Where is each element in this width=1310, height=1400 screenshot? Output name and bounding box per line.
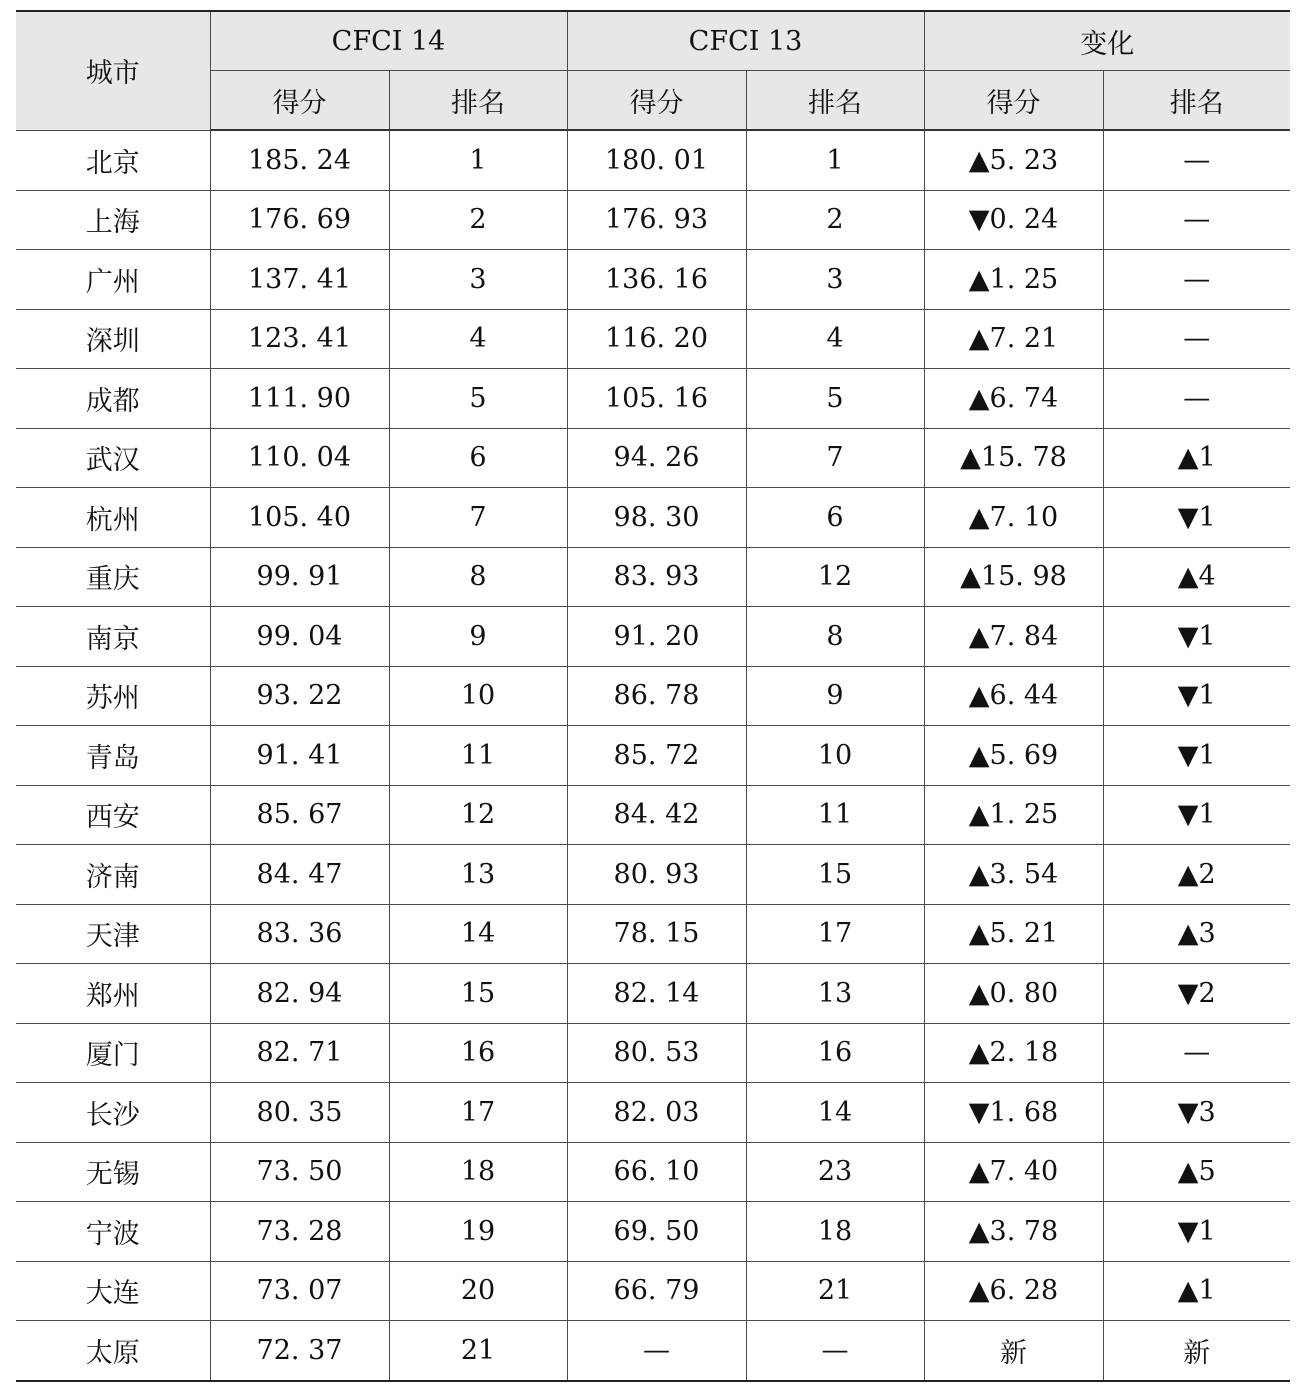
cell-cfci14-score: 111. 90 — [210, 369, 389, 429]
cell-cfci13-rank: 21 — [746, 1261, 924, 1321]
cell-change-rank: — — [1103, 250, 1290, 310]
cell-cfci14-rank: 13 — [389, 845, 567, 905]
cell-cfci14-rank: 4 — [389, 309, 567, 369]
cell-city: 深圳 — [16, 309, 210, 369]
cell-change-score: ▼0. 24 — [924, 190, 1103, 250]
cell-cfci14-score: 73. 07 — [210, 1261, 389, 1321]
cell-cfci13-score: 66. 79 — [567, 1261, 746, 1321]
cell-cfci14-score: 85. 67 — [210, 785, 389, 845]
cell-city: 青岛 — [16, 726, 210, 786]
table-row — [16, 726, 1290, 786]
table-row — [16, 488, 1290, 548]
table-row — [16, 547, 1290, 607]
table-row — [16, 190, 1290, 250]
cell-cfci13-score: 105. 16 — [567, 369, 746, 429]
cell-change-rank: — — [1103, 1023, 1290, 1083]
header-cfci13-score: 得分 — [567, 71, 746, 131]
cell-cfci14-score: 137. 41 — [210, 250, 389, 310]
cell-cfci14-rank: 8 — [389, 547, 567, 607]
cell-change-rank: ▼1 — [1103, 726, 1290, 786]
cell-cfci14-score: 176. 69 — [210, 190, 389, 250]
cell-cfci14-score: 105. 40 — [210, 488, 389, 548]
table-header — [16, 11, 1290, 130]
cell-cfci14-rank: 1 — [389, 130, 567, 190]
cell-cfci13-rank: 15 — [746, 845, 924, 905]
header-change-rank: 排名 — [1103, 71, 1290, 131]
cell-cfci13-rank: 5 — [746, 369, 924, 429]
cell-cfci14-score: 123. 41 — [210, 309, 389, 369]
cell-cfci14-rank: 6 — [389, 428, 567, 488]
cell-change-rank: ▼3 — [1103, 1083, 1290, 1143]
header-change: 变化 — [924, 11, 1290, 71]
cell-cfci14-score: 82. 71 — [210, 1023, 389, 1083]
cell-cfci14-score: 91. 41 — [210, 726, 389, 786]
cell-cfci13-rank: 7 — [746, 428, 924, 488]
cell-cfci14-score: 185. 24 — [210, 130, 389, 190]
cell-city: 上海 — [16, 190, 210, 250]
table-row — [16, 666, 1290, 726]
cell-cfci13-rank: 6 — [746, 488, 924, 548]
cell-change-rank: ▼1 — [1103, 666, 1290, 726]
cell-city: 济南 — [16, 845, 210, 905]
header-row-groups — [16, 11, 1290, 71]
cell-change-rank: ▲4 — [1103, 547, 1290, 607]
cell-change-score: ▲1. 25 — [924, 785, 1103, 845]
cell-change-rank: ▲1 — [1103, 428, 1290, 488]
cell-city: 杭州 — [16, 488, 210, 548]
cell-city: 无锡 — [16, 1142, 210, 1202]
table-row — [16, 1321, 1290, 1381]
cell-city: 武汉 — [16, 428, 210, 488]
cell-cfci14-score: 99. 91 — [210, 547, 389, 607]
cell-cfci14-score: 73. 28 — [210, 1202, 389, 1262]
cell-city: 郑州 — [16, 964, 210, 1024]
cell-change-rank: ▲5 — [1103, 1142, 1290, 1202]
cell-cfci13-rank: 18 — [746, 1202, 924, 1262]
cell-city: 长沙 — [16, 1083, 210, 1143]
header-city: 城市 — [16, 11, 210, 130]
cell-cfci13-score: 136. 16 — [567, 250, 746, 310]
cell-city: 重庆 — [16, 547, 210, 607]
cell-cfci14-rank: 7 — [389, 488, 567, 548]
table-row — [16, 785, 1290, 845]
cell-change-rank: ▼1 — [1103, 1202, 1290, 1262]
header-cfci13-rank: 排名 — [746, 71, 924, 131]
cell-change-score: ▲6. 44 — [924, 666, 1103, 726]
cell-cfci13-score: 176. 93 — [567, 190, 746, 250]
cell-cfci14-score: 84. 47 — [210, 845, 389, 905]
cell-cfci13-rank: 16 — [746, 1023, 924, 1083]
cell-cfci14-score: 110. 04 — [210, 428, 389, 488]
cell-cfci14-rank: 21 — [389, 1321, 567, 1381]
cell-cfci13-score: 82. 03 — [567, 1083, 746, 1143]
cell-change-score: ▲2. 18 — [924, 1023, 1103, 1083]
cell-city: 天津 — [16, 904, 210, 964]
header-cfci13: CFCI 13 — [567, 11, 924, 71]
cell-cfci13-score: 80. 93 — [567, 845, 746, 905]
cell-cfci14-rank: 10 — [389, 666, 567, 726]
cell-cfci13-score: 91. 20 — [567, 607, 746, 667]
cell-cfci13-rank: 13 — [746, 964, 924, 1024]
cell-change-score: ▲7. 84 — [924, 607, 1103, 667]
header-cfci14: CFCI 14 — [210, 11, 567, 71]
table-row — [16, 964, 1290, 1024]
cell-cfci14-score: 72. 37 — [210, 1321, 389, 1381]
cell-cfci13-score: 78. 15 — [567, 904, 746, 964]
table-row — [16, 250, 1290, 310]
cell-change-score: ▲15. 98 — [924, 547, 1103, 607]
cell-cfci14-rank: 16 — [389, 1023, 567, 1083]
city-ranking-table — [16, 10, 1290, 1382]
table-row — [16, 904, 1290, 964]
cell-cfci13-score: — — [567, 1321, 746, 1381]
cell-cfci13-rank: 3 — [746, 250, 924, 310]
cell-cfci14-rank: 11 — [389, 726, 567, 786]
cell-cfci13-score: 85. 72 — [567, 726, 746, 786]
cell-cfci13-rank: 10 — [746, 726, 924, 786]
table-row — [16, 369, 1290, 429]
cell-change-rank: ▼2 — [1103, 964, 1290, 1024]
cell-cfci14-score: 82. 94 — [210, 964, 389, 1024]
cell-change-rank: — — [1103, 369, 1290, 429]
cell-change-score: ▲6. 28 — [924, 1261, 1103, 1321]
cell-cfci14-rank: 18 — [389, 1142, 567, 1202]
cell-city: 太原 — [16, 1321, 210, 1381]
cell-cfci13-score: 69. 50 — [567, 1202, 746, 1262]
cell-city: 大连 — [16, 1261, 210, 1321]
table-row — [16, 1023, 1290, 1083]
table-row — [16, 130, 1290, 190]
cell-city: 成都 — [16, 369, 210, 429]
cell-cfci13-rank: 1 — [746, 130, 924, 190]
table-row — [16, 1202, 1290, 1262]
header-change-score: 得分 — [924, 71, 1103, 131]
cell-cfci13-rank: 8 — [746, 607, 924, 667]
cell-cfci14-score: 93. 22 — [210, 666, 389, 726]
cell-city: 西安 — [16, 785, 210, 845]
cell-cfci13-rank: 12 — [746, 547, 924, 607]
cell-change-rank: ▲1 — [1103, 1261, 1290, 1321]
cell-change-score: 新 — [924, 1321, 1103, 1381]
cell-city: 宁波 — [16, 1202, 210, 1262]
cell-cfci14-rank: 9 — [389, 607, 567, 667]
cell-change-rank: — — [1103, 130, 1290, 190]
table-body — [16, 130, 1290, 1381]
cell-cfci14-rank: 12 — [389, 785, 567, 845]
cell-cfci13-score: 80. 53 — [567, 1023, 746, 1083]
cell-change-rank: ▼1 — [1103, 488, 1290, 548]
cell-cfci14-rank: 5 — [389, 369, 567, 429]
cell-change-score: ▲7. 10 — [924, 488, 1103, 548]
cell-cfci13-rank: 9 — [746, 666, 924, 726]
cell-cfci14-score: 80. 35 — [210, 1083, 389, 1143]
table-row — [16, 309, 1290, 369]
cell-cfci14-rank: 17 — [389, 1083, 567, 1143]
cell-cfci14-rank: 2 — [389, 190, 567, 250]
cell-change-score: ▲5. 23 — [924, 130, 1103, 190]
cell-cfci14-score: 83. 36 — [210, 904, 389, 964]
cell-cfci13-score: 98. 30 — [567, 488, 746, 548]
cell-cfci13-score: 116. 20 — [567, 309, 746, 369]
cell-change-score: ▲3. 54 — [924, 845, 1103, 905]
cell-change-rank: ▲2 — [1103, 845, 1290, 905]
cell-change-rank: ▼1 — [1103, 607, 1290, 667]
cell-change-score: ▲7. 40 — [924, 1142, 1103, 1202]
table-row — [16, 1083, 1290, 1143]
cell-cfci14-rank: 14 — [389, 904, 567, 964]
cell-city: 苏州 — [16, 666, 210, 726]
cell-cfci13-rank: 11 — [746, 785, 924, 845]
cell-cfci13-score: 94. 26 — [567, 428, 746, 488]
cell-cfci13-rank: 4 — [746, 309, 924, 369]
cell-change-rank: ▼1 — [1103, 785, 1290, 845]
cell-cfci14-score: 73. 50 — [210, 1142, 389, 1202]
cell-city: 南京 — [16, 607, 210, 667]
cell-cfci13-score: 86. 78 — [567, 666, 746, 726]
table-row — [16, 1261, 1290, 1321]
cell-cfci13-rank: — — [746, 1321, 924, 1381]
cell-cfci13-score: 66. 10 — [567, 1142, 746, 1202]
cell-change-score: ▼1. 68 — [924, 1083, 1103, 1143]
cell-change-rank: — — [1103, 309, 1290, 369]
cell-change-score: ▲5. 69 — [924, 726, 1103, 786]
cell-change-rank: — — [1103, 190, 1290, 250]
cell-cfci14-score: 99. 04 — [210, 607, 389, 667]
table-row — [16, 845, 1290, 905]
cell-cfci14-rank: 19 — [389, 1202, 567, 1262]
cell-cfci14-rank: 20 — [389, 1261, 567, 1321]
cell-cfci14-rank: 3 — [389, 250, 567, 310]
table-row — [16, 607, 1290, 667]
cell-change-score: ▲15. 78 — [924, 428, 1103, 488]
cell-change-score: ▲7. 21 — [924, 309, 1103, 369]
cell-cfci13-score: 83. 93 — [567, 547, 746, 607]
cell-change-score: ▲6. 74 — [924, 369, 1103, 429]
cell-cfci13-rank: 14 — [746, 1083, 924, 1143]
table-row — [16, 428, 1290, 488]
cell-cfci14-rank: 15 — [389, 964, 567, 1024]
cell-change-score: ▲1. 25 — [924, 250, 1103, 310]
cell-cfci13-score: 82. 14 — [567, 964, 746, 1024]
header-cfci14-score: 得分 — [210, 71, 389, 131]
cell-cfci13-score: 84. 42 — [567, 785, 746, 845]
cell-change-score: ▲5. 21 — [924, 904, 1103, 964]
cell-cfci13-score: 180. 01 — [567, 130, 746, 190]
cell-change-rank: ▲3 — [1103, 904, 1290, 964]
cell-city: 北京 — [16, 130, 210, 190]
cell-city: 厦门 — [16, 1023, 210, 1083]
cell-cfci13-rank: 23 — [746, 1142, 924, 1202]
cell-cfci13-rank: 17 — [746, 904, 924, 964]
cell-change-score: ▲3. 78 — [924, 1202, 1103, 1262]
cell-cfci13-rank: 2 — [746, 190, 924, 250]
cell-change-score: ▲0. 80 — [924, 964, 1103, 1024]
header-cfci14-rank: 排名 — [389, 71, 567, 131]
cell-city: 广州 — [16, 250, 210, 310]
table-row — [16, 1142, 1290, 1202]
cell-change-rank: 新 — [1103, 1321, 1290, 1381]
